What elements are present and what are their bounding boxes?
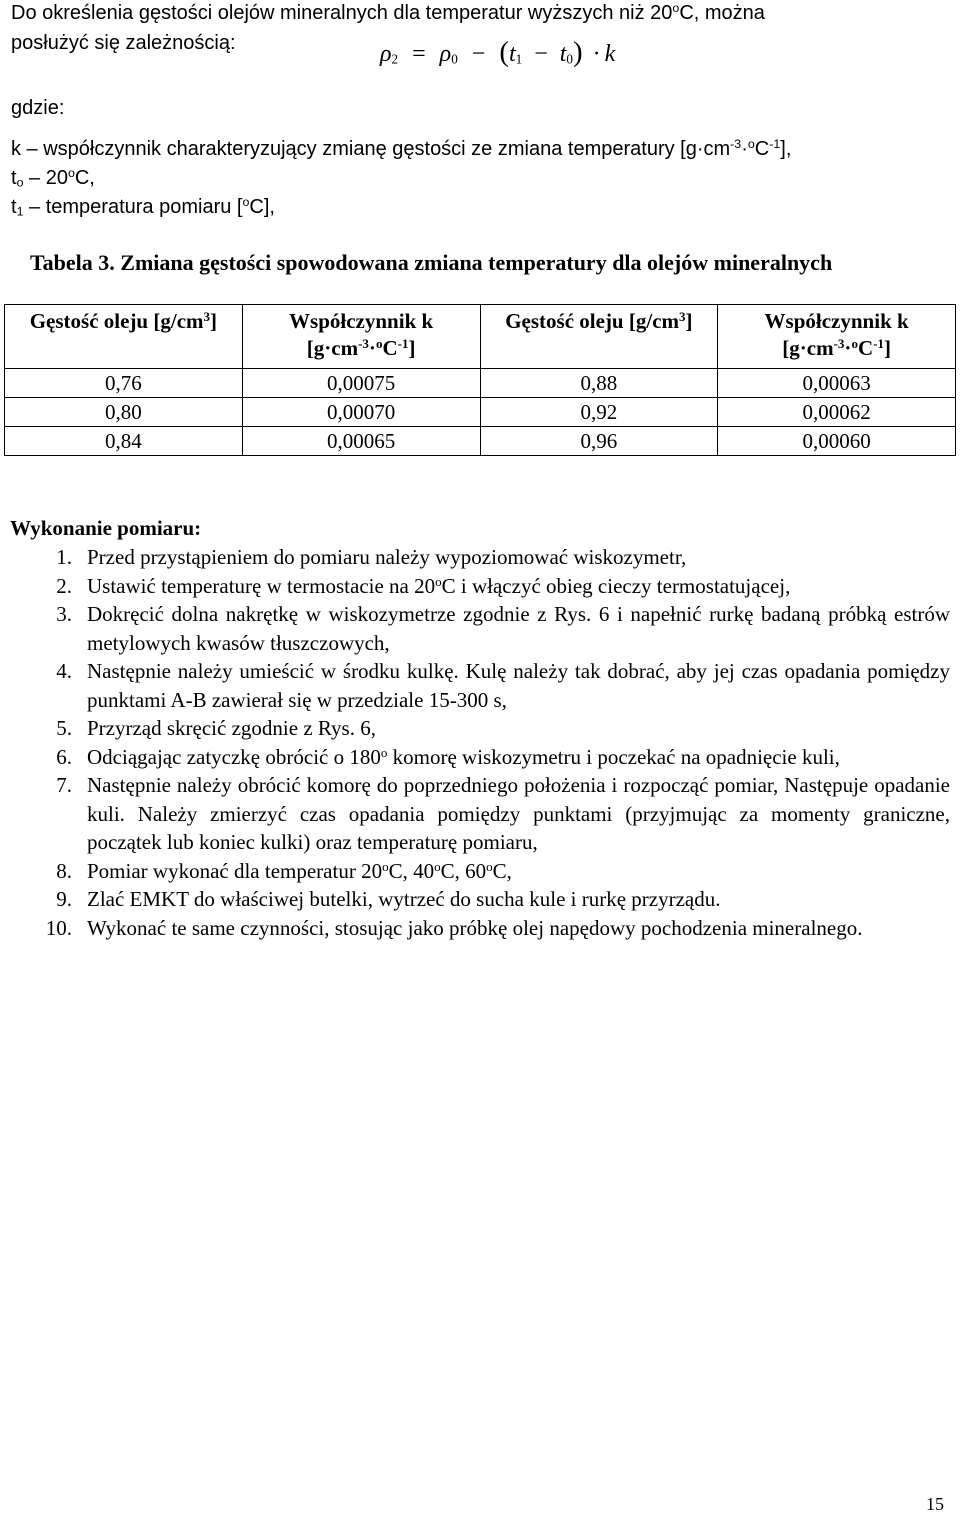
gdzie-label: gdzie: [11, 97, 65, 119]
table-cell: 0,00062 [718, 398, 956, 427]
page-number: 15 [926, 1494, 944, 1514]
table-cell: 0,00075 [242, 369, 480, 398]
table-row [5, 398, 956, 427]
procedure-steps [10, 543, 950, 942]
table-cell: 0,00065 [242, 427, 480, 456]
table-row [5, 369, 956, 398]
table-cell: 0,88 [480, 369, 718, 398]
density-table [4, 304, 956, 456]
list-item: 4. Następnie należy umieścić w środku kulkę. Kulę należy tak dobrać, aby jej czas opadania pomiędzy punktami A-B zawierał się w przedziale 15-300 s, [56, 659, 950, 712]
header-density-2: Gęstość oleju $[g/cm^3]$ [480, 305, 718, 369]
table-cell: 0,00060 [718, 427, 956, 456]
list-item: 1. Przed przystąpieniem do pomiaru należy wypoziomować wiskozymetr, [56, 545, 687, 569]
list-item: 7. Następnie należy obrócić komorę do poprzedniego położenia i rozpocząć pomiar, Następuje opadanie kuli. Należy zmierzyć czas opadania pomiędzy punktami (przyjmując za momenty graniczne, początek lub koniec kulki) oraz temperaturę pomiaru, [56, 773, 950, 854]
list-item: 2. Ustawić temperaturę w termostacie na 20$^o$C i włączyć obieg cieczy termostatującej, [56, 573, 791, 598]
table-cell: 0,00063 [718, 369, 956, 398]
list-item: 6. Odciągając zatyczkę obrócić o 180$^o$ komorę wiskozymetru i poczekać na opadnięcie kuli, [56, 744, 840, 769]
table-header-row [5, 305, 956, 369]
list-item: 8. Pomiar wykonać dla temperatur 20$^o$C, 40$^o$C, 60$^o$C, [56, 858, 512, 883]
header-coefficient-1: Współczynnik k $[g\cdot cm^{-3}\cdot^oC^{-1}]$ [242, 305, 480, 369]
definition-t1: $t_1$ – temperatura pomiaru [$^o$C], [11, 195, 275, 219]
header-density-1: Gęstość oleju $[g/cm^3]$ [5, 305, 243, 369]
table-cell: 0,96 [480, 427, 718, 456]
table-row [5, 427, 956, 456]
definition-t0: $t_o - 20^oC$, [11, 166, 95, 190]
list-item: 5. Przyrząd skręcić zgodnie z Rys. 6, [56, 716, 376, 740]
intro-line-2: posłużyć się zależnością: [11, 32, 236, 54]
table-cell: 0,00070 [242, 398, 480, 427]
table-caption: Tabela 3. Zmiana gęstości spowodowana zmiana temperatury dla olejów mineralnych [30, 250, 833, 275]
table-cell: 0,92 [480, 398, 718, 427]
procedure-title: Wykonanie pomiaru: [10, 516, 202, 540]
table-cell: 0,80 [5, 398, 243, 427]
density-formula: $\rho_2 = \rho_0 - (t_1 - t_0) \cdot k$ [380, 36, 616, 68]
header-coefficient-2: Współczynnik k $[g\cdot cm^{-3}\cdot^oC^{-1}]$ [718, 305, 956, 369]
list-item: 9. Zlać EMKT do właściwej butelki, wytrzeć do sucha kule i rurkę przyrządu. [56, 887, 721, 911]
table-cell: 0,76 [5, 369, 243, 398]
definition-k: k – współczynnik charakteryzujący zmianę gęstości ze zmiana temperatury $[g\cdot cm^{-3}\cdot^oC^{-1}]$, [11, 137, 792, 160]
list-item: 3. Dokręcić dolna nakrętkę w wiskozymetrze zgodnie z Rys. 6 i napełnić rurkę badaną próbką estrów metylowych kwasów tłuszczowych, [56, 602, 950, 655]
intro-line-1: Do określenia gęstości olejów mineralnych dla temperatur wyższych niż 20$^o$C, można [11, 1, 765, 24]
list-item: 10. Wykonać te same czynności, stosując jako próbkę olej napędowy pochodzenia mineralnego. [45, 915, 863, 940]
table-cell: 0,84 [5, 427, 243, 456]
